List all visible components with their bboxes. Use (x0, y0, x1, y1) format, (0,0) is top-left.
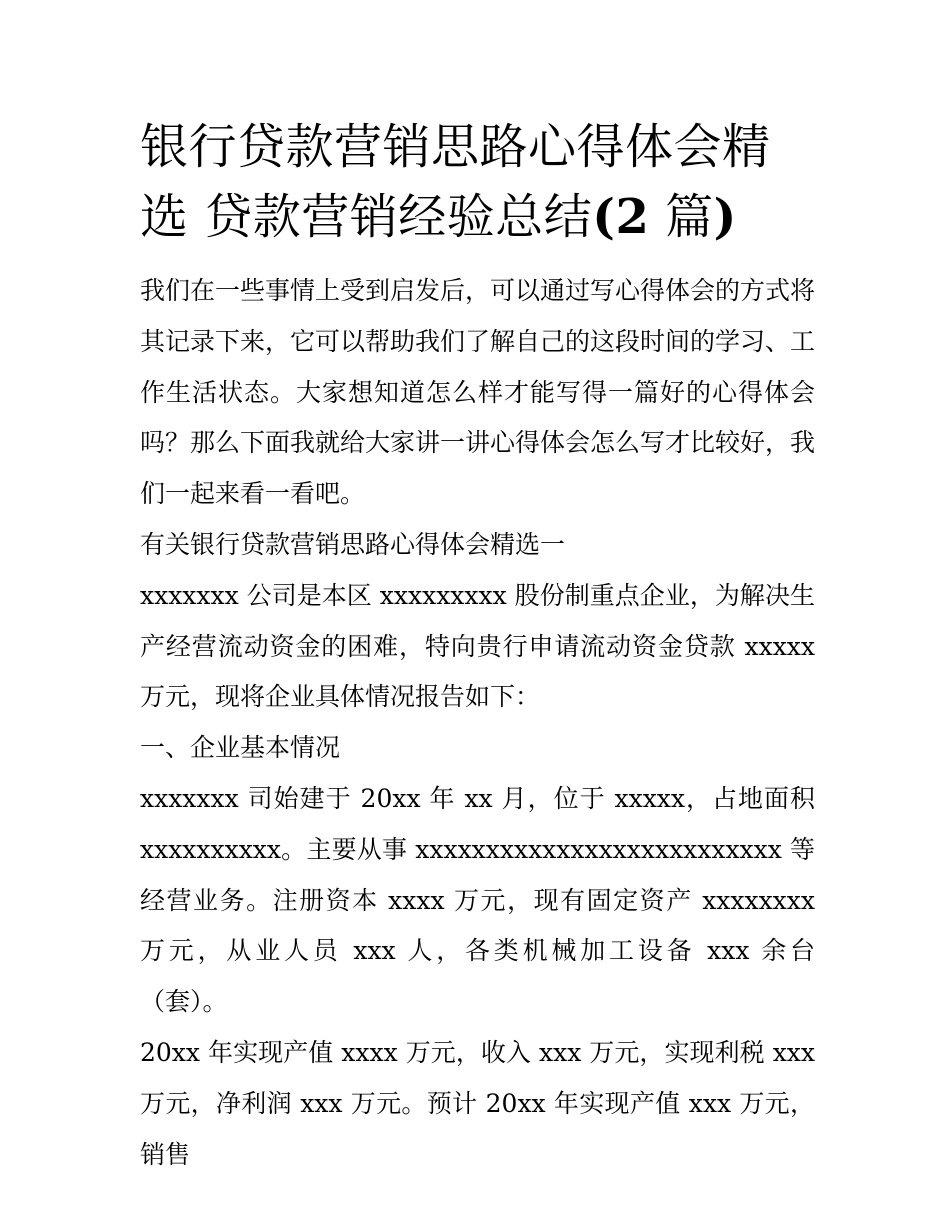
document-page (140, 112, 815, 1180)
title-text-main: 银行贷款营销思路心得体会精选 贷款营销经验总结 (140, 119, 771, 245)
document-title (140, 112, 815, 252)
body-paragraph: xxxxxxx 司始建于 20xx 年 xx 月，位于 xxxxx，占地面积 xxxxxxxxxx。主要从事 xxxxxxxxxxxxxxxxxxxxxxxxxx 等经营业务。注册资本 xxxx 万元，现有固定资产 xxxxxxxx 万元，从业人员 xxx 人，各类机械加工设备 xxx 余台（套）。 (140, 783, 815, 1017)
body-paragraph: xxxxxxx 公司是本区 xxxxxxxxx 股份制重点企业，为解决生产经营流动资金的困难，特向贵行申请流动资金贷款 xxxxx 万元，现将企业具体情况报告如下： (140, 580, 815, 712)
body-paragraph: 20xx 年实现产值 xxxx 万元，收入 xxx 万元，实现利税 xxx 万元，净利润 xxx 万元。预计 20xx 年实现产值 xxx 万元，销售 (140, 1037, 815, 1169)
title-text-count: (2 (592, 189, 650, 245)
title-text-unit: 篇 (649, 189, 714, 245)
subsection-heading: 一、企业基本情况 (140, 733, 341, 763)
section-heading: 有关银行贷款营销思路心得体会精选一 (140, 529, 566, 559)
intro-paragraph: 我们在一些事情上受到启发后，可以通过写心得体会的方式将其记录下来，它可以帮助我们了解自己的这段时间的学习、工作生活状态。大家想知道怎么样才能写得一篇好的心得体会吗？那么下面我就给大家讲一讲心得体会怎么写才比较好，我们一起来看一看吧。 (140, 276, 816, 509)
title-text-close: ) (713, 189, 737, 245)
